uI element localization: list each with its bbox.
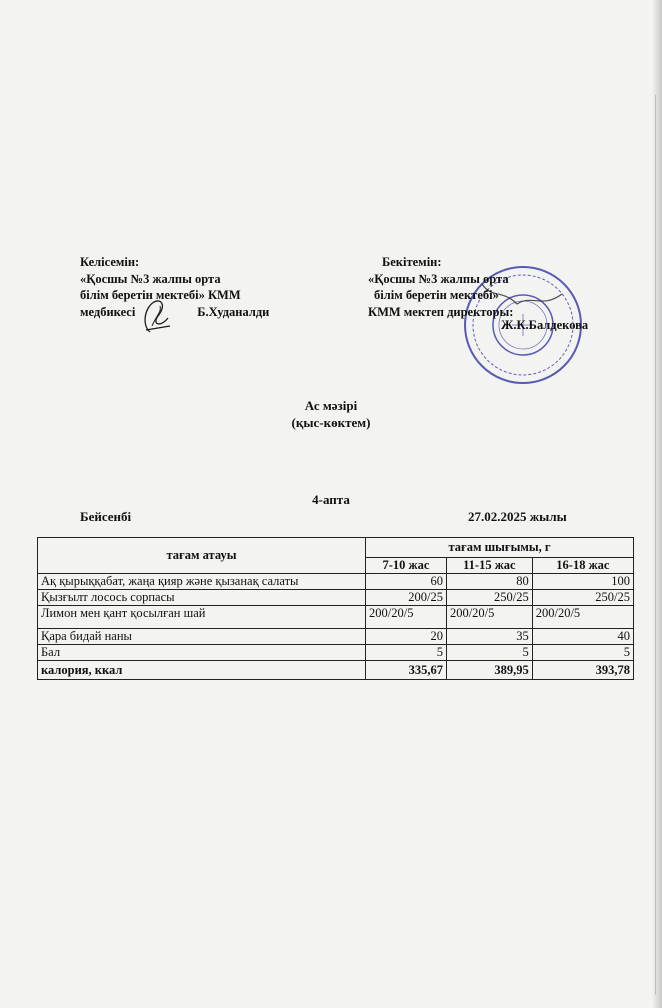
approval-left-line2: білім беретін мектебі» КММ bbox=[80, 288, 241, 302]
table-header-row bbox=[38, 538, 634, 558]
header-dish-name: тағам атауы bbox=[38, 538, 366, 574]
week-label: 4-апта bbox=[312, 492, 350, 507]
menu-table bbox=[37, 537, 634, 680]
dish-value: 250/25 bbox=[446, 590, 532, 606]
table-row bbox=[38, 629, 634, 645]
age-group-3: 16-18 жас bbox=[532, 558, 633, 574]
table-total-row bbox=[38, 661, 634, 680]
age-group-1: 7-10 жас bbox=[366, 558, 447, 574]
table-row bbox=[38, 574, 634, 590]
total-value: 393,78 bbox=[532, 661, 633, 680]
dish-value: 40 bbox=[532, 629, 633, 645]
approval-left-line1: «Қосшы №3 жалпы орта bbox=[80, 271, 221, 286]
table-row bbox=[38, 645, 634, 661]
approval-right-block bbox=[368, 254, 513, 320]
dish-name: Қара бидай наны bbox=[38, 629, 366, 645]
page-edge-line bbox=[655, 95, 656, 995]
dish-value: 250/25 bbox=[532, 590, 633, 606]
dish-name: Бал bbox=[38, 645, 366, 661]
nurse-role: медбикесі bbox=[80, 304, 136, 319]
total-label: калория, ккал bbox=[38, 661, 366, 680]
approval-right-line2: білім беретін мектебі» bbox=[374, 288, 499, 302]
dish-value: 20 bbox=[366, 629, 447, 645]
table-row bbox=[38, 590, 634, 606]
dish-name: Лимон мен қант қосылған шай bbox=[38, 606, 366, 629]
menu-subtitle: (қыс-көктем) bbox=[291, 415, 371, 430]
table-row bbox=[38, 606, 634, 629]
dish-value: 5 bbox=[366, 645, 447, 661]
nurse-name: Б.Худаналди bbox=[197, 304, 270, 319]
dish-value: 200/20/5 bbox=[446, 606, 532, 629]
dish-value: 5 bbox=[532, 645, 633, 661]
approval-right-line1: «Қосшы №3 жалпы орта bbox=[368, 271, 509, 286]
dish-value: 200/20/5 bbox=[532, 606, 633, 629]
total-value: 389,95 bbox=[446, 661, 532, 680]
header-output: тағам шығымы, г bbox=[366, 538, 634, 558]
dish-value: 5 bbox=[446, 645, 532, 661]
approval-right-heading: Бекітемін: bbox=[382, 255, 442, 269]
dish-value: 100 bbox=[532, 574, 633, 590]
approval-right-line3: КММ мектеп директоры: bbox=[368, 304, 514, 319]
approval-left-heading: Келісемін: bbox=[80, 255, 140, 269]
dish-name: Ақ қырыққабат, жаңа қияр және қызанақ салаты bbox=[38, 574, 366, 590]
dish-value: 200/20/5 bbox=[366, 606, 447, 629]
age-group-2: 11-15 жас bbox=[446, 558, 532, 574]
approval-left-block bbox=[80, 254, 269, 320]
dish-value: 80 bbox=[446, 574, 532, 590]
menu-title: Ас мәзірі bbox=[304, 398, 358, 413]
date-label: 27.02.2025 жылы bbox=[468, 509, 567, 524]
dish-value: 35 bbox=[446, 629, 532, 645]
day-label: Бейсенбі bbox=[80, 509, 132, 524]
nurse-signature-icon bbox=[140, 296, 174, 336]
approval-left-line3 bbox=[80, 304, 269, 321]
dish-value: 200/25 bbox=[366, 590, 447, 606]
director-name: Ж.К.Балдекова bbox=[501, 318, 589, 332]
dish-name: Қызғылт лосось сорпасы bbox=[38, 590, 366, 606]
dish-value: 60 bbox=[366, 574, 447, 590]
total-value: 335,67 bbox=[366, 661, 447, 680]
